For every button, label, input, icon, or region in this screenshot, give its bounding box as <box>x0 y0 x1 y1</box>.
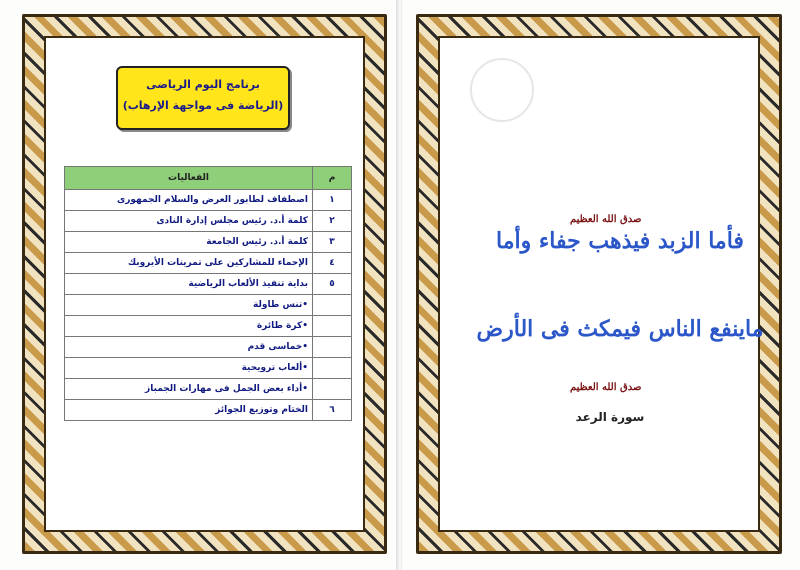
left-page-content <box>44 36 365 532</box>
program-title: برنامج اليوم الرياضى <box>146 78 260 91</box>
row-activity: كلمة أ.د. رئيس الجامعة <box>65 232 313 253</box>
table-row <box>65 190 352 211</box>
activities-table <box>64 166 352 421</box>
row-activity: بداية تنفيذ الألعاب الرياضية <box>65 274 313 295</box>
table-row <box>65 295 352 316</box>
table-row <box>65 358 352 379</box>
row-activity: •أداء بعض الجمل فى مهارات الجمباز <box>65 379 313 400</box>
table-row <box>65 253 352 274</box>
row-activity: •كرة طائرة <box>65 316 313 337</box>
ornament-bottom: صدق الله العظيم <box>570 382 642 393</box>
program-title-box <box>116 66 290 130</box>
surah-name: سورة الرعد <box>575 410 645 424</box>
row-number: ٣ <box>313 232 352 253</box>
row-number: ١ <box>313 190 352 211</box>
header-number: م <box>313 167 352 190</box>
verse-line-1: فأما الزبد فيذهب جفاء وأما <box>496 228 744 254</box>
row-number: ٤ <box>313 253 352 274</box>
row-activity: الإحماء للمشاركين على تمرينات الأيروبك <box>65 253 313 274</box>
table-row <box>65 274 352 295</box>
row-number: ٥ <box>313 274 352 295</box>
row-number <box>313 295 352 316</box>
program-subtitle: (الرياضة فى مواجهة الإرهاب) <box>122 99 284 112</box>
table-row <box>65 316 352 337</box>
right-page-content <box>438 36 764 532</box>
table-row <box>65 232 352 253</box>
row-activity: كلمة أ.د. رئيس مجلس إدارة النادى <box>65 211 313 232</box>
row-activity: الختام وتوزيع الجوائز <box>65 400 313 421</box>
right-page <box>402 0 800 570</box>
row-number <box>313 379 352 400</box>
ornament-top: صدق الله العظيم <box>570 214 642 225</box>
table-row <box>65 211 352 232</box>
table-header-row <box>65 167 352 190</box>
row-activity: •تنس طاولة <box>65 295 313 316</box>
verse-line-2: ماينفع الناس فيمكث فى الأرض <box>476 316 764 342</box>
row-activity: •ألعاب ترويحية <box>65 358 313 379</box>
left-page <box>0 0 398 570</box>
row-number <box>313 316 352 337</box>
table-row <box>65 400 352 421</box>
row-activity: اصطفاف لطابور العرض والسلام الجمهورى <box>65 190 313 211</box>
row-number <box>313 358 352 379</box>
table-row <box>65 379 352 400</box>
header-activity: الفعاليات <box>65 167 313 190</box>
row-number: ٦ <box>313 400 352 421</box>
row-activity: •خماسى قدم <box>65 337 313 358</box>
row-number <box>313 337 352 358</box>
row-number: ٢ <box>313 211 352 232</box>
table-row <box>65 337 352 358</box>
watermark-seal-icon <box>470 58 534 122</box>
